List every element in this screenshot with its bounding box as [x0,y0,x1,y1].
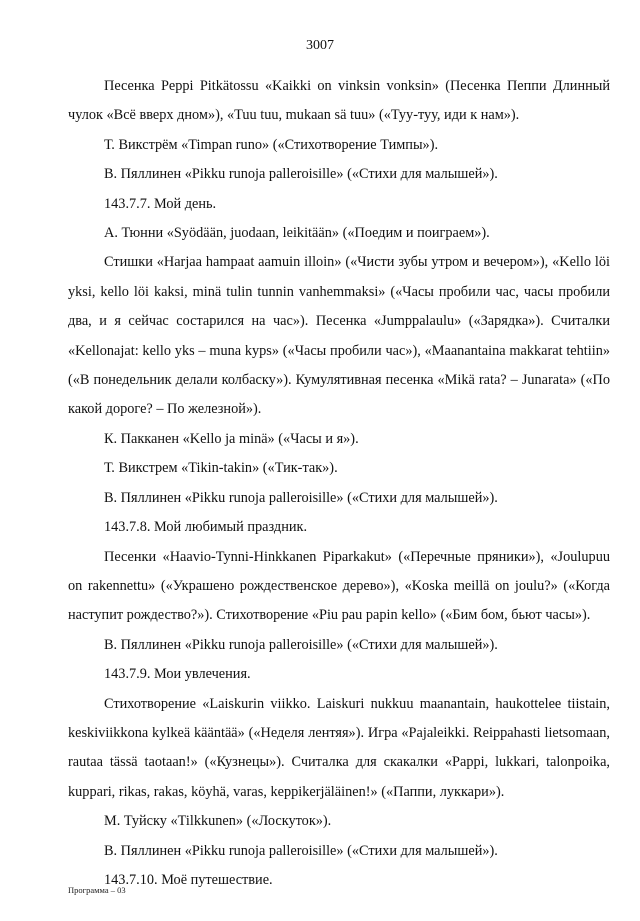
section-heading: 143.7.8. Мой любимый праздник. [104,519,308,536]
paragraph: В. Пяллинен «Pikku runoja palleroisille» («Стихи для малышей»). [104,636,498,653]
paragraph: Т. Викстрем «Tikin-takin» («Тик-так»). [104,460,338,477]
paragraph: К. Пакканен «Kello ja minä» («Часы и я»). [104,430,359,447]
paragraph: Песенка Peppi Pitkätossu «Kaikki on vinksin vonksin» (Песенка Пеппи Длинный чулок «Всё вверх дном»), «Tuu tuu, mukaan sä tuu» («Туу-туу, иди к нам»). [68,78,610,124]
page-footer: Программа – 03 [68,885,126,895]
document-body [68,72,610,895]
page-number: 3007 [306,38,334,53]
paragraph: М. Туйску «Tilkkunen» («Лоскуток»). [104,813,332,830]
section-heading: 143.7.9. Мои увлечения. [104,666,251,683]
paragraph: А. Тюнни «Syödään, juodaan, leikitään» («Поедим и поиграем»). [104,225,490,242]
paragraph: Песенки «Haavio-Tynni-Hinkkanen Piparkakut» («Перечные пряники»), «Joulupuu on rakennettu» («Украшено рождественское дерево»), «Koska meillä on joulu?» («Когда наступит рождество?»). Стихотворение «Piu pau papin kello» («Бим бом, бьют часы»). [68,548,610,624]
section-heading: 143.7.7. Мой день. [104,195,217,212]
paragraph: В. Пяллинен «Pikku runoja palleroisille» («Стихи для малышей»). [104,842,498,859]
paragraph: Стихотворение «Laiskurin viikko. Laiskuri nukkuu maanantain, haukottelee tiistain, keskiviikkona kylkeä kääntää» («Неделя лентяя»). Игра «Pajaleikki. Reippahasti lietsomaan, rautaa tässä taotaan!» («Кузнецы»). Считалка для скакалки «Pappi, lukkari, talonpoika, kuppari, rikas, rakas, köyhä, varas, keppikerjäläinen!» («Паппи, луккари»). [68,695,610,800]
section-heading: 143.7.10. Моё путешествие. [104,871,273,888]
paragraph: В. Пяллинен «Pikku runoja palleroisille» («Стихи для малышей»). [104,489,498,506]
paragraph: Т. Викстрём «Timpan runo» («Стихотворение Тимпы»). [104,136,439,153]
paragraph: Стишки «Harjaa hampaat aamuin illoin» («Чисти зубы утром и вечером»), «Kello löi yksi, kello löi kaksi, minä tulin tunnin vanhemmaksi» («Часы пробили час, часы пробили два, и я сейчас состарился на час»). Песенка «Jumppalaulu» («Зарядка»). Считалки «Kellonajat: kello yks – muna kyps» («Часы пробили час»), «Maanantaina makkarat tehtiin» («В понедельник делали колбаску»). Кумулятивная песенка «Mikä rata? – Junarata» («По какой дороге? – По железной»). [68,254,610,418]
paragraph: В. Пяллинен «Pikku runoja palleroisille» («Стихи для малышей»). [104,166,498,183]
